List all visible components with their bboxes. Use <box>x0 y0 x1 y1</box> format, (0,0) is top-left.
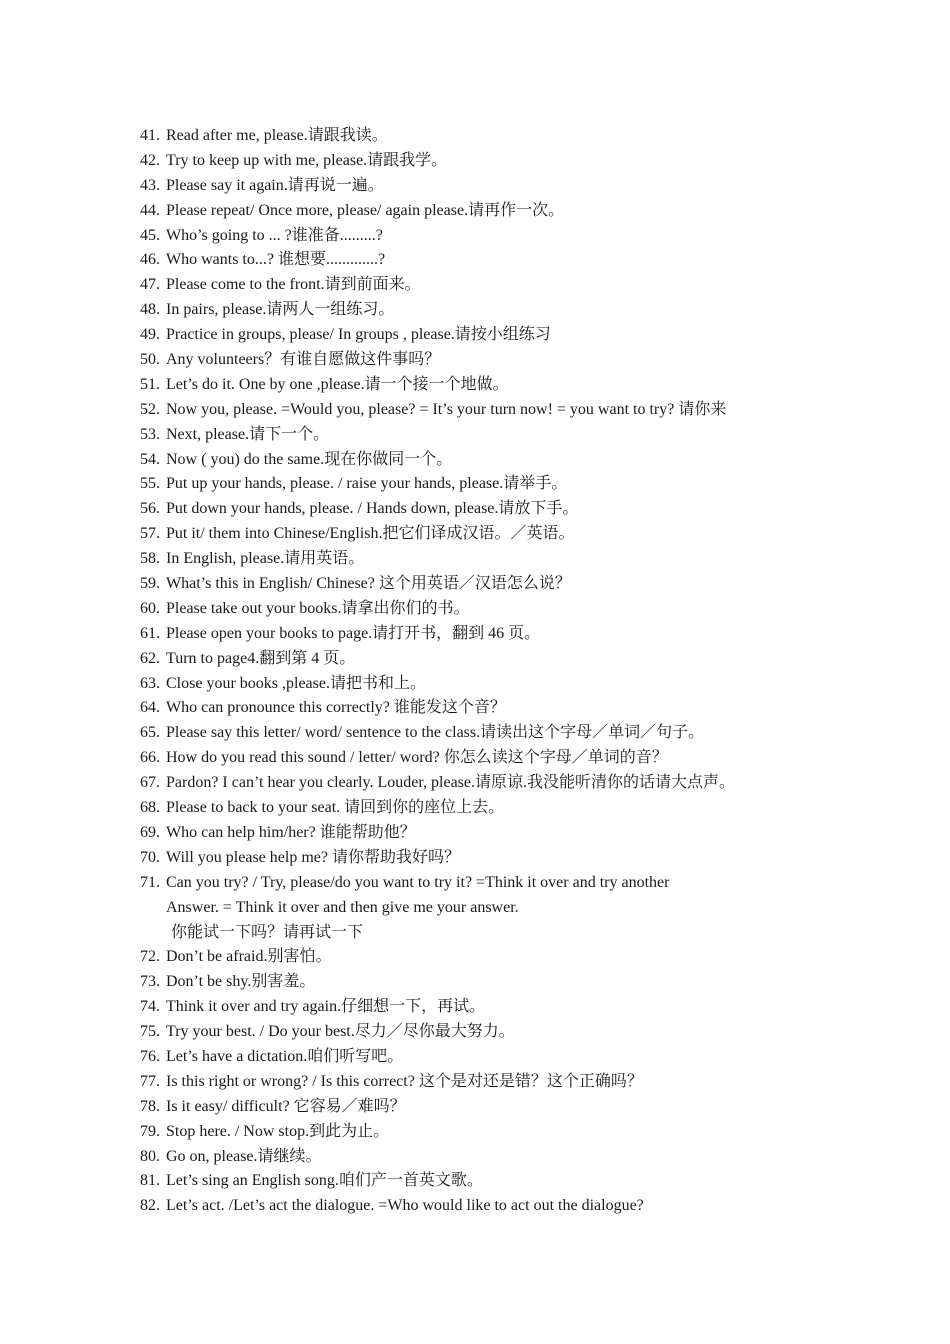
item-number: 80. <box>140 1147 160 1165</box>
list-item <box>0 273 950 298</box>
item-number: 77. <box>140 1072 160 1090</box>
item-number: 52. <box>140 400 160 418</box>
list-item <box>0 149 950 174</box>
classroom-phrases-list <box>0 124 950 1219</box>
item-number: 61. <box>140 624 160 642</box>
list-item <box>0 199 950 224</box>
item-number: 56. <box>140 500 160 518</box>
item-text: Please to back to your seat. 请回到你的座位上去。 <box>166 799 505 817</box>
item-text: In pairs, please.请两人一组练习。 <box>166 301 395 319</box>
item-text: Please say it again.请再说一遍。 <box>166 176 384 194</box>
item-text: Who can pronounce this correctly? 谁能发这个音？ <box>166 699 506 717</box>
item-text: Next, please.请下一个。 <box>166 425 330 443</box>
item-text: Put up your hands, please. / raise your hands, please.请举手。 <box>166 475 568 493</box>
item-number: 70. <box>140 848 160 866</box>
list-item <box>0 771 950 796</box>
item-number: 58. <box>140 550 160 568</box>
item-text: Put it/ them into Chinese/English.把它们译成汉语。／英语。 <box>166 525 575 543</box>
item-text: Who’s going to ... ?谁准备.........? <box>166 226 383 244</box>
item-number: 67. <box>140 774 160 792</box>
item-number: 48. <box>140 301 160 319</box>
list-item <box>0 1045 950 1070</box>
item-number: 81. <box>140 1172 160 1190</box>
item-text: Please come to the front.请到前面来。 <box>166 276 421 294</box>
item-text: Try your best. / Do your best.尽力／尽你最大努力。 <box>166 1023 515 1041</box>
list-item <box>0 721 950 746</box>
item-text: What’s this in English/ Chinese? 这个用英语／汉语怎么说？ <box>166 575 571 593</box>
list-item <box>0 497 950 522</box>
item-text: Turn to page4.翻到第 4 页。 <box>166 649 356 667</box>
item-text-continuation: 你能试一下吗？请再试一下 <box>171 923 364 941</box>
item-text: Any volunteers？有谁自愿做这件事吗？ <box>166 351 441 369</box>
item-text: Can you try? / Try, please/do you want to try it? =Think it over and try another <box>166 873 670 891</box>
list-item <box>0 970 950 995</box>
item-text: Let’s do it. One by one ,please.请一个接一个地做。 <box>166 375 509 393</box>
list-item <box>0 348 950 373</box>
item-text: Read after me, please.请跟我读。 <box>166 127 388 144</box>
list-item <box>0 423 950 448</box>
list-item <box>0 124 950 149</box>
item-text: Let’s sing an English song.咱们产一首英文歌。 <box>166 1172 483 1190</box>
item-text: Try to keep up with me, please.请跟我学。 <box>166 151 448 169</box>
item-number: 45. <box>140 226 160 244</box>
item-number: 41. <box>140 127 160 144</box>
item-number: 79. <box>140 1122 160 1140</box>
item-number: 72. <box>140 948 160 966</box>
item-number: 46. <box>140 251 160 269</box>
list-item <box>0 672 950 697</box>
item-text: Don’t be afraid.别害怕。 <box>166 948 332 966</box>
list-item <box>0 174 950 199</box>
list-item <box>0 472 950 497</box>
item-number: 43. <box>140 176 160 194</box>
item-text: Please repeat/ Once more, please/ again please.请再作一次。 <box>166 201 565 219</box>
list-item <box>0 1070 950 1095</box>
item-text-continuation: Answer. = Think it over and then give me your answer. <box>166 898 519 916</box>
item-text: Will you please help me? 请你帮助我好吗？ <box>166 848 460 866</box>
item-number: 62. <box>140 649 160 667</box>
item-text: Stop here. / Now stop.到此为止。 <box>166 1122 390 1140</box>
item-number: 74. <box>140 998 160 1016</box>
item-number: 49. <box>140 326 160 344</box>
list-item <box>0 921 950 946</box>
list-item <box>0 522 950 547</box>
item-text: Let’s act. /Let’s act the dialogue. =Who would like to act out the dialogue? <box>166 1197 644 1215</box>
item-number: 47. <box>140 276 160 294</box>
list-item <box>0 323 950 348</box>
item-number: 60. <box>140 599 160 617</box>
list-item <box>0 945 950 970</box>
item-number: 73. <box>140 973 160 991</box>
list-item <box>0 1169 950 1194</box>
item-text: Please say this letter/ word/ sentence to the class.请读出这个字母／单词／句子。 <box>166 724 705 742</box>
list-item <box>0 995 950 1020</box>
list-item <box>0 871 950 896</box>
list-item <box>0 1194 950 1219</box>
list-item <box>0 248 950 273</box>
item-text: Don’t be shy.别害羞。 <box>166 973 316 991</box>
list-item <box>0 746 950 771</box>
item-text: Close your books ,please.请把书和上。 <box>166 674 426 692</box>
item-text: Put down your hands, please. / Hands down, please.请放下手。 <box>166 500 579 518</box>
list-item <box>0 597 950 622</box>
item-number: 82. <box>140 1197 160 1215</box>
item-number: 71. <box>140 873 160 891</box>
item-number: 42. <box>140 151 160 169</box>
item-text: Let’s have a dictation.咱们听写吧。 <box>166 1047 404 1065</box>
item-text: Who can help him/her? 谁能帮助他？ <box>166 823 416 841</box>
item-text: How do you read this sound / letter/ word? 你怎么读这个字母／单词的音？ <box>166 749 668 767</box>
list-item <box>0 448 950 473</box>
item-number: 55. <box>140 475 160 493</box>
item-number: 59. <box>140 575 160 593</box>
item-number: 50. <box>140 351 160 369</box>
item-text: Is it easy/ difficult? 它容易／难吗？ <box>166 1097 406 1115</box>
list-item <box>0 846 950 871</box>
item-text: Practice in groups, please/ In groups , please.请按小组练习 <box>166 326 551 344</box>
item-text: Is this right or wrong? / Is this correct? 这个是对还是错？这个正确吗？ <box>166 1072 643 1090</box>
list-item <box>0 1020 950 1045</box>
list-item <box>0 1145 950 1170</box>
item-number: 75. <box>140 1023 160 1041</box>
list-item <box>0 224 950 249</box>
item-number: 44. <box>140 201 160 219</box>
item-number: 53. <box>140 425 160 443</box>
list-item <box>0 1120 950 1145</box>
list-item <box>0 398 950 423</box>
item-text: In English, please.请用英语。 <box>166 550 365 568</box>
list-item <box>0 821 950 846</box>
list-item <box>0 896 950 921</box>
list-item <box>0 298 950 323</box>
list-item <box>0 647 950 672</box>
item-number: 64. <box>140 699 160 717</box>
list-item <box>0 796 950 821</box>
item-number: 63. <box>140 674 160 692</box>
item-number: 54. <box>140 450 160 468</box>
item-text: Go on, please.请继续。 <box>166 1147 322 1165</box>
item-number: 65. <box>140 724 160 742</box>
item-text: Pardon? I can’t hear you clearly. Louder, please.请原谅.我没能听清你的话请大点声。 <box>166 774 736 792</box>
item-number: 78. <box>140 1097 160 1115</box>
list-item <box>0 622 950 647</box>
list-item <box>0 1095 950 1120</box>
item-number: 68. <box>140 799 160 817</box>
item-number: 69. <box>140 823 160 841</box>
list-item <box>0 373 950 398</box>
item-text: Think it over and try again.仔细想一下，再试。 <box>166 998 486 1016</box>
item-number: 51. <box>140 375 160 393</box>
item-text: Who wants to...? 谁想要.............? <box>166 251 386 269</box>
item-number: 66. <box>140 749 160 767</box>
list-item <box>0 696 950 721</box>
list-item <box>0 572 950 597</box>
item-text: Now ( you) do the same.现在你做同一个。 <box>166 450 453 468</box>
item-text: Please take out your books.请拿出你们的书。 <box>166 599 470 617</box>
item-text: Now you, please. =Would you, please? = It’s your turn now! = you want to try? 请你来 <box>166 400 727 418</box>
item-number: 57. <box>140 525 160 543</box>
list-item <box>0 547 950 572</box>
item-text: Please open your books to page.请打开书，翻到 46 页。 <box>166 624 541 642</box>
item-number: 76. <box>140 1047 160 1065</box>
